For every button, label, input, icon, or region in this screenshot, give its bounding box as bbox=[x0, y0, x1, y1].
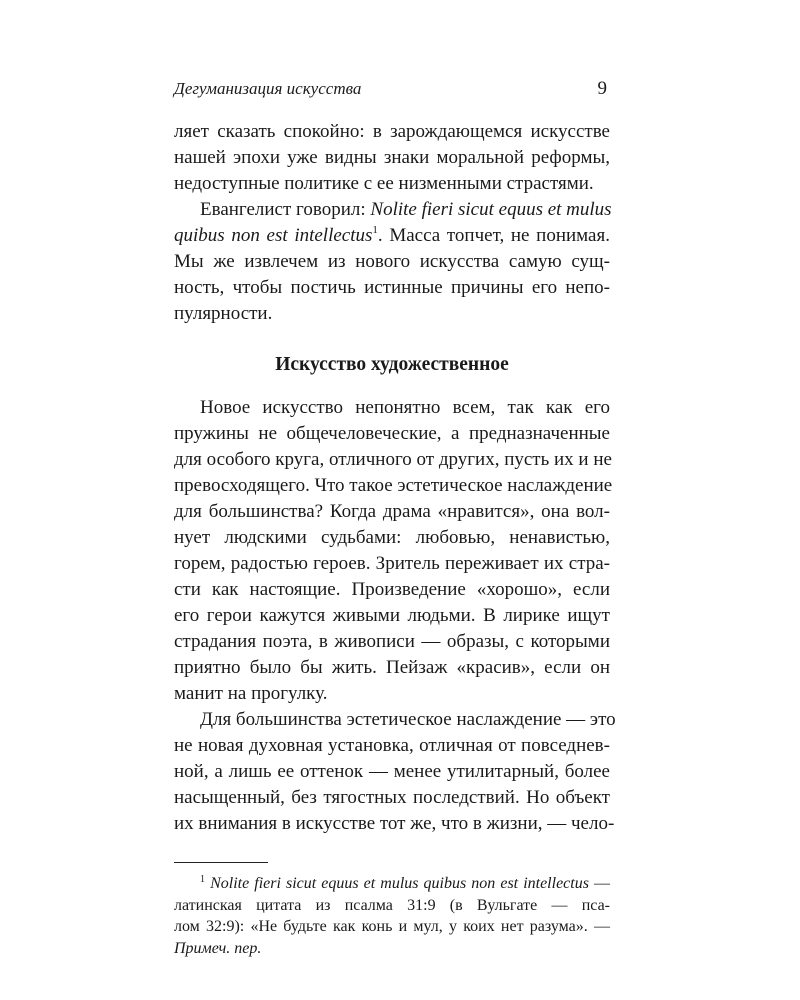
text-line: страдания поэта, в живописи — образы, с которыми bbox=[174, 631, 610, 652]
text-line: нует людскими судьбами: любовью, ненавистью, bbox=[174, 527, 610, 548]
text-line: недоступные политике с ее низменными страстями. bbox=[174, 173, 594, 194]
text-line: для особого круга, отличного от других, пусть их и не bbox=[174, 449, 612, 470]
footnote-line: латинская цитата из псалма 31:9 (в Вульгате — пса- bbox=[174, 896, 610, 914]
footnote-ref[interactable]: 1 bbox=[372, 224, 378, 236]
page-number: 9 bbox=[597, 78, 607, 99]
text-line: ность, чтобы постичь истинные причины его непо- bbox=[174, 277, 610, 298]
latin-quote: Nolite fieri sicut equus et mulus bbox=[370, 199, 612, 220]
footnote-latin: Nolite fieri sicut equus et mulus quibus non est intellectus bbox=[210, 875, 589, 892]
text-line: пружины не общечеловеческие, а предназначенные bbox=[174, 423, 610, 444]
text-line: сти как настоящие. Произведение «хорошо», если bbox=[174, 579, 610, 600]
text-line: Новое искусство непонятно всем, так как его bbox=[200, 397, 610, 418]
paragraph-1 bbox=[174, 119, 610, 197]
text-line bbox=[174, 223, 610, 249]
text-line bbox=[174, 197, 610, 223]
text-line: нашей эпохи уже видны знаки моральной реформы, bbox=[174, 147, 610, 168]
running-head bbox=[174, 78, 610, 102]
book-page bbox=[174, 78, 616, 959]
text-line: его герои кажутся живыми людьми. В лирике ищут bbox=[174, 605, 610, 626]
footnote bbox=[174, 873, 610, 959]
footnote-line: Примеч. пер. bbox=[174, 939, 262, 957]
text-span: Евангелист говорил: bbox=[200, 199, 371, 220]
paragraph-3 bbox=[174, 395, 613, 707]
text-line: для большинства? Когда драма «нравится», она вол- bbox=[174, 501, 610, 522]
text-line: ной, а лишь ее оттенок — менее утилитарный, более bbox=[174, 761, 610, 782]
text-line: превосходящего. Что такое эстетическое наслаждение bbox=[174, 475, 613, 496]
text-line: не новая духовная установка, отличная от повседнев- bbox=[174, 735, 610, 756]
text-span: — bbox=[588, 875, 611, 892]
text-line: ляет сказать спокойно: в зарождающемся искусстве bbox=[174, 121, 610, 142]
text-line: приятно было бы жить. Пейзаж «красив», если он bbox=[174, 657, 610, 678]
section-title: Искусство художественное bbox=[275, 354, 509, 375]
running-title: Дегуманизация искусства bbox=[174, 79, 362, 98]
text-line: пулярности. bbox=[174, 303, 273, 324]
text-line: Для большинства эстетическое наслаждение — это bbox=[200, 709, 616, 730]
text-line: манит на прогулку. bbox=[174, 683, 328, 704]
paragraph-4 bbox=[174, 707, 616, 837]
text-line: горем, радостью героев. Зритель переживает их стра- bbox=[174, 553, 610, 574]
footnote-line bbox=[174, 873, 610, 895]
text-line: их внимания в искусстве тот же, что в жизни, — чело- bbox=[174, 813, 615, 834]
latin-quote: quibus non est intellectus bbox=[174, 225, 373, 246]
text-line: насыщенный, без тягостных последствий. Но объект bbox=[174, 787, 610, 808]
text-span: . Масса топчет, не понимая. bbox=[377, 225, 610, 246]
footnote-marker: 1 bbox=[200, 874, 205, 885]
paragraph-2 bbox=[174, 197, 610, 327]
text-line: Мы же извлечем из нового искусства самую сущ- bbox=[174, 251, 610, 272]
footnote-divider bbox=[174, 862, 268, 863]
footnote-line: лом 32:9): «Не будьте как конь и мул, у коих нет разума». — bbox=[174, 918, 610, 935]
